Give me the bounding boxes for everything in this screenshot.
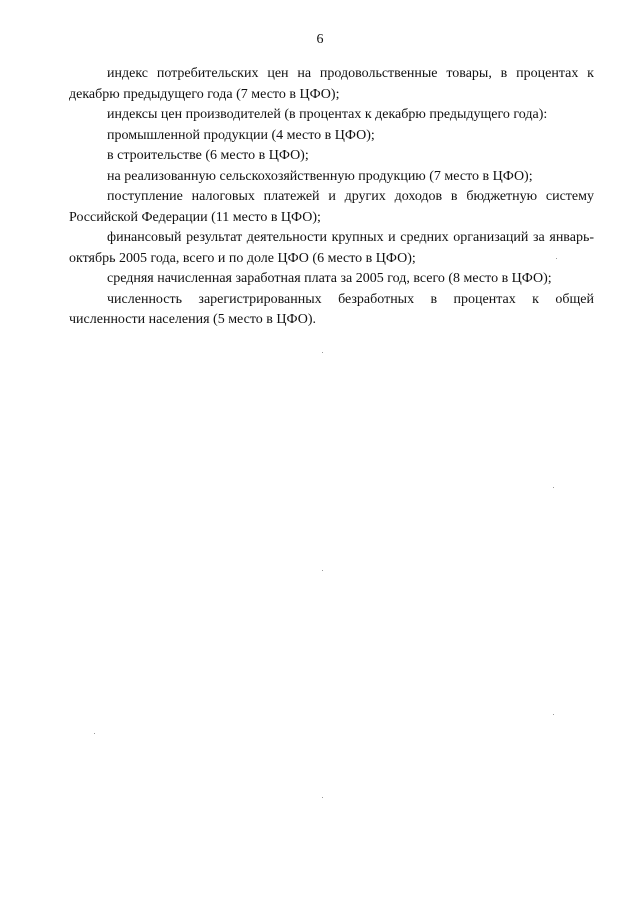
paragraph-industrial-products: промышленной продукции (4 место в ЦФО); [107,127,375,143]
scan-speck [322,570,323,571]
paragraph-average-salary: средняя начисленная заработная плата за 2005 год, всего (8 место в ЦФО); [107,271,552,286]
scan-speck [553,487,554,488]
scan-speck [322,352,323,353]
document-body [69,64,594,331]
scan-speck [556,258,557,259]
scan-speck [322,797,323,798]
paragraph-consumer-price-index: индекс потребительских цен на продовольственные товары, в процентах к декабрю предыдущего года (7 место в ЦФО); [69,66,594,102]
page-number: 6 [316,32,324,47]
paragraph-unemployment: численность зарегистрированных безработных в процентах к общей численности населения (5 место в ЦФО). [69,291,594,327]
paragraph-producer-price-indices: индексы цен производителей (в процентах к декабрю предыдущего года): [107,107,548,122]
paragraph-financial-result: финансовый результат деятельности крупных и средних организаций за январь-октябрь 2005 года, всего и по доле ЦФО (6 место в ЦФО); [69,230,594,266]
paragraph-tax-revenues: поступление налоговых платежей и других доходов в бюджетную систему Российской Федерации (11 место в ЦФО); [69,189,594,225]
scan-speck [94,733,95,734]
paragraph-agricultural-products: на реализованную сельскохозяйственную продукцию (7 место в ЦФО); [107,168,533,184]
paragraph-construction: в строительстве (6 место в ЦФО); [107,148,309,163]
scan-speck [553,714,554,715]
